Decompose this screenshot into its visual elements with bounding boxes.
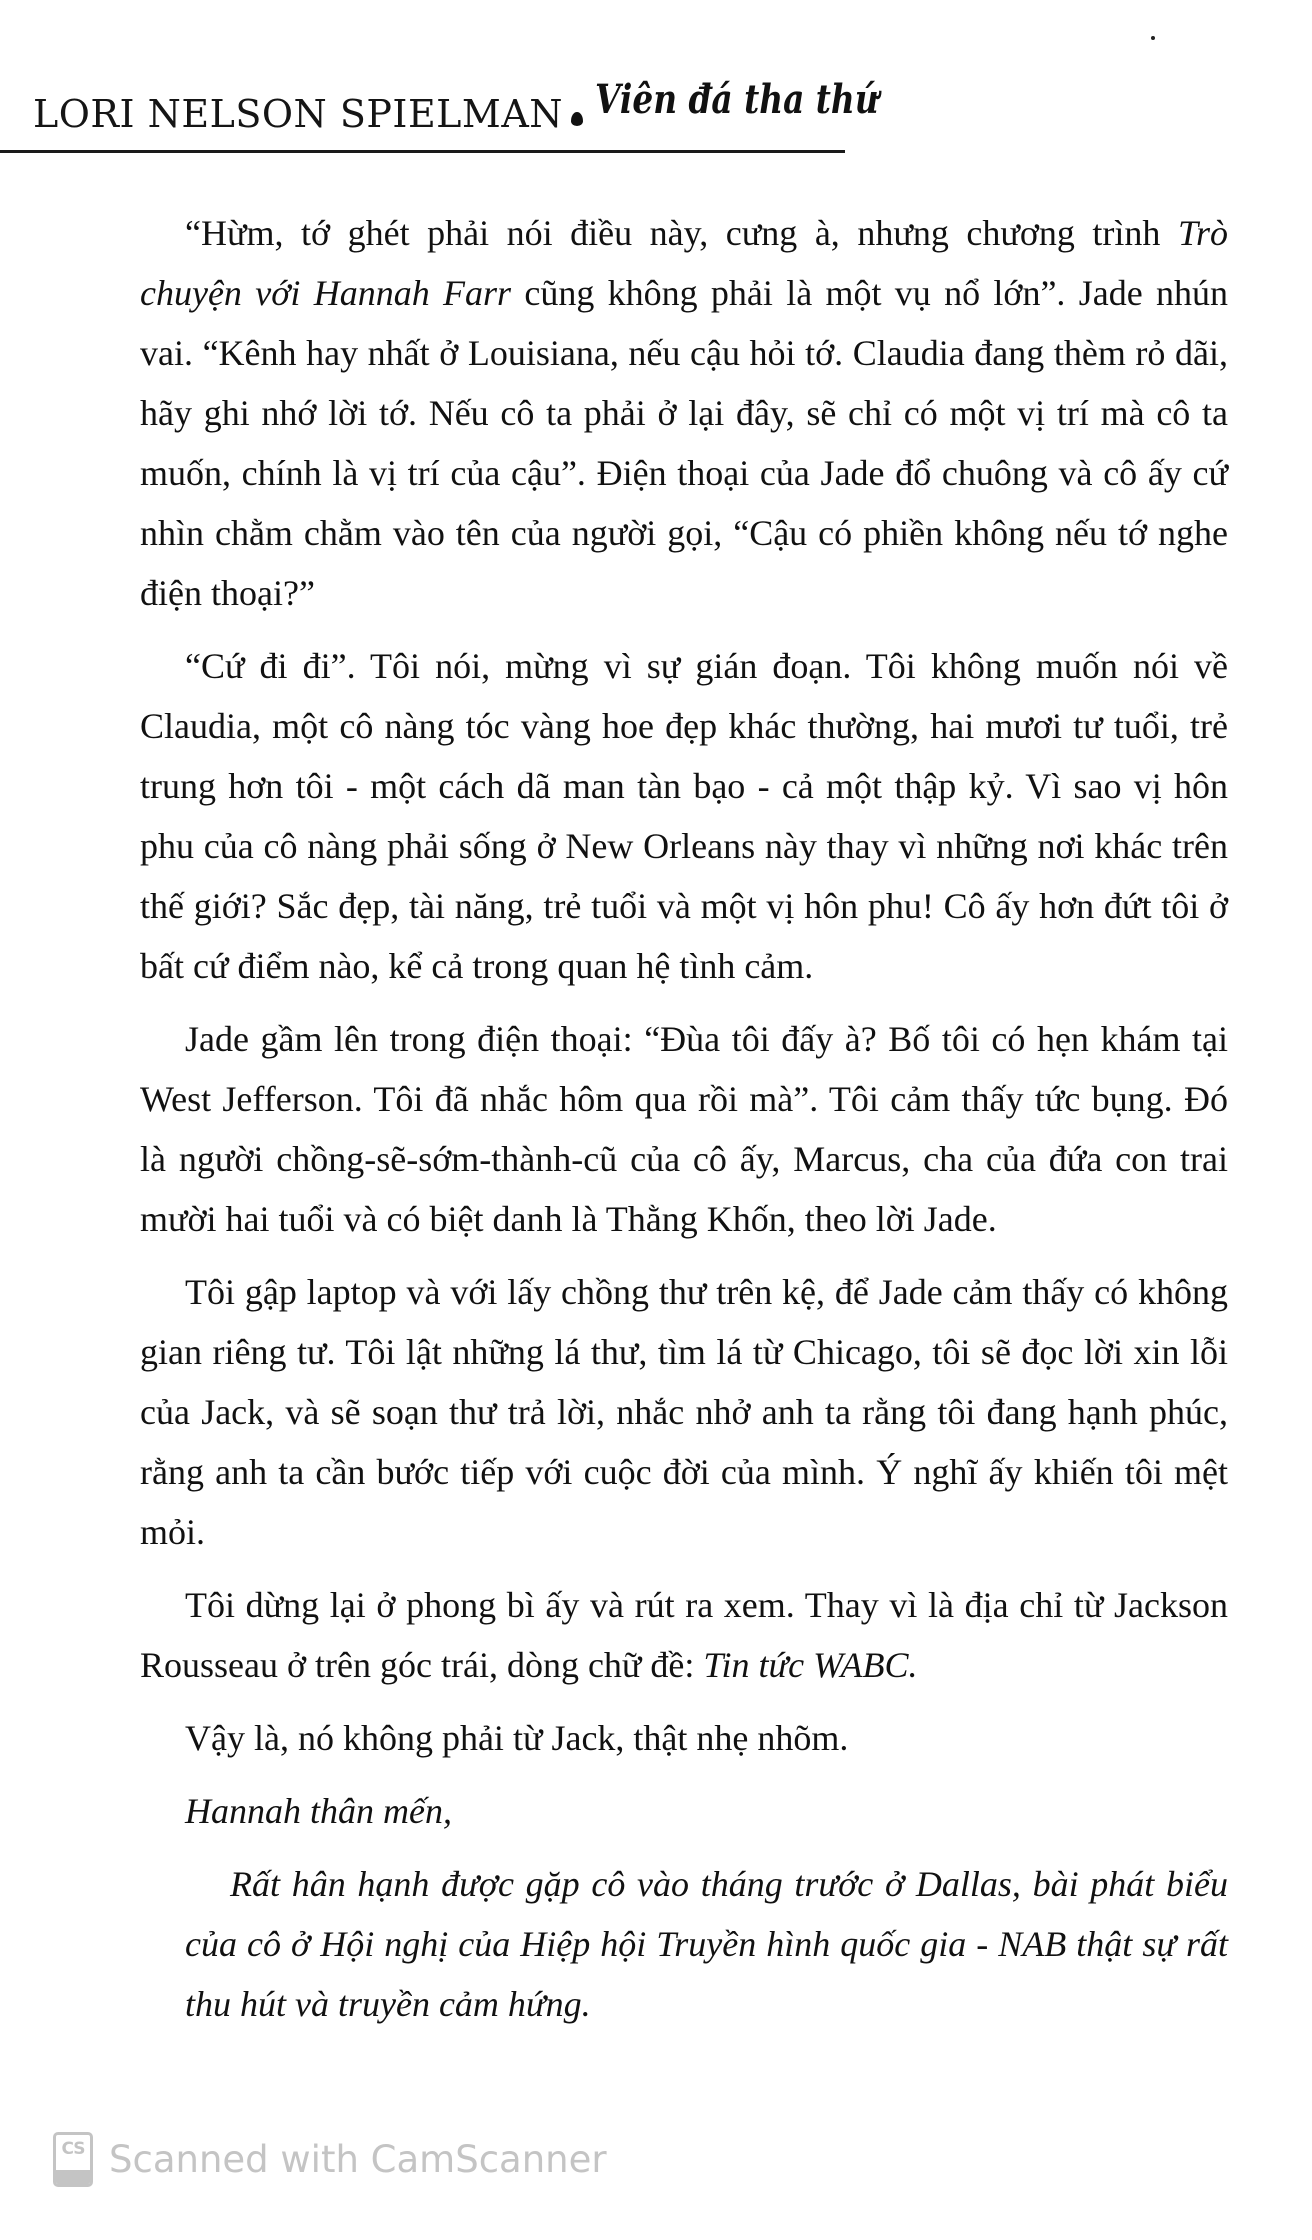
header-rule [0,150,845,153]
text-run: cũng không phải là một vụ nổ lớn”. Jade nhún vai. “Kênh hay nhất ở Louisiana, nếu cậu hỏi tớ. Claudia đang thèm rỏ dãi, hãy ghi nhớ lời tớ. Nếu cô ta phải ở lại đây, sẽ chỉ có một vị trí mà cô ta muốn, chính là vị trí của cậu”. Điện thoại của Jade đổ chuông và cô ấy cứ nhìn chằm chằm vào tên của người gọi, “Cậu có phiền không nếu tớ nghe điện thoại?” [140,273,1228,613]
paragraph-2 [140,636,1228,996]
droplet-bullet-icon [571,112,583,126]
text-run: Vậy là, nó không phải từ Jack, thật nhẹ nhõm. [185,1718,849,1758]
camscanner-logo-text: CS [61,2138,85,2159]
text-run: Tôi gập laptop và với lấy chồng thư trên kệ, để Jade cảm thấy có không gian riêng tư. Tôi lật những lá thư, tìm lá từ Chicago, tôi sẽ đọc lời xin lỗi của Jack, và sẽ soạn thư trả lời, nhắc nhở anh ta rằng tôi đang hạnh phúc, rằng anh ta cần bước tiếp với cuộc đời của mình. Ý nghĩ ấy khiến tôi mệt mỏi. [140,1272,1228,1552]
text-run: Tôi dừng lại ở phong bì ấy và rút ra xem. Thay vì là địa chỉ từ Jackson Rousseau ở trên góc trái, dòng chữ đề: [140,1585,1228,1685]
header-author: LORI NELSON SPIELMAN [33,92,564,136]
scan-speck [1151,36,1155,40]
text-run: Jade gầm lên trong điện thoại: “Đùa tôi đấy à? Bố tôi có hẹn khám tại West Jefferson. Tôi đã nhắc hôm qua rồi mà”. Tôi cảm thấy tức bụng. Đó là người chồng-sẽ-sớm-thành-cũ của cô ấy, Marcus, cha của đứa con trai mười hai tuổi và có biệt danh là Thằng Khốn, theo lời Jade. [140,1019,1228,1239]
paragraph-3 [140,1009,1228,1249]
show-title-italic: Trò chuyện với Hannah Farr [140,213,1228,313]
paragraph-1 [140,203,1228,623]
camscanner-logo-icon [53,2132,93,2187]
paragraph-4 [140,1262,1228,1562]
header-book-title: Viên đá tha thứ [595,76,879,123]
letter-body: Rất hân hạnh được gặp cô vào tháng trước ở Dallas, bài phát biểu của cô ở Hội nghị của Hiệp hội Truyền hình quốc gia - NAB thật sự rất thu hút và truyền cảm hứng. [185,1864,1228,2024]
text-run: “Cứ đi đi”. Tôi nói, mừng vì sự gián đoạn. Tôi không muốn nói về Claudia, một cô nàng tóc vàng hoe đẹp khác thường, hai mươi tư tuổi, trẻ trung hơn tôi - một cách dã man tàn bạo - cả một thập kỷ. Vì sao vị hôn phu của cô nàng phải sống ở New Orleans này thay vì những nơi khác trên thế giới? Sắc đẹp, tài năng, trẻ tuổi và một vị hôn phu! Cô ấy hơn đứt tôi ở bất cứ điểm nào, kể cả trong quan hệ tình cảm. [140,646,1228,986]
camscanner-watermark [53,2134,607,2184]
text-run: “Hừm, tớ ghét phải nói điều này, cưng à, nhưng chương trình [185,213,1178,253]
watermark-text: Scanned with CamScanner [109,2137,607,2181]
page-body [140,203,1228,2047]
letter-salutation: Hannah thân mến, [185,1791,452,1831]
paragraph-5 [140,1575,1228,1695]
camscanner-logo-bar [56,2170,90,2184]
paragraph-6 [140,1708,1228,1768]
running-header [0,62,880,152]
sender-italic: Tin tức WABC. [703,1645,918,1685]
